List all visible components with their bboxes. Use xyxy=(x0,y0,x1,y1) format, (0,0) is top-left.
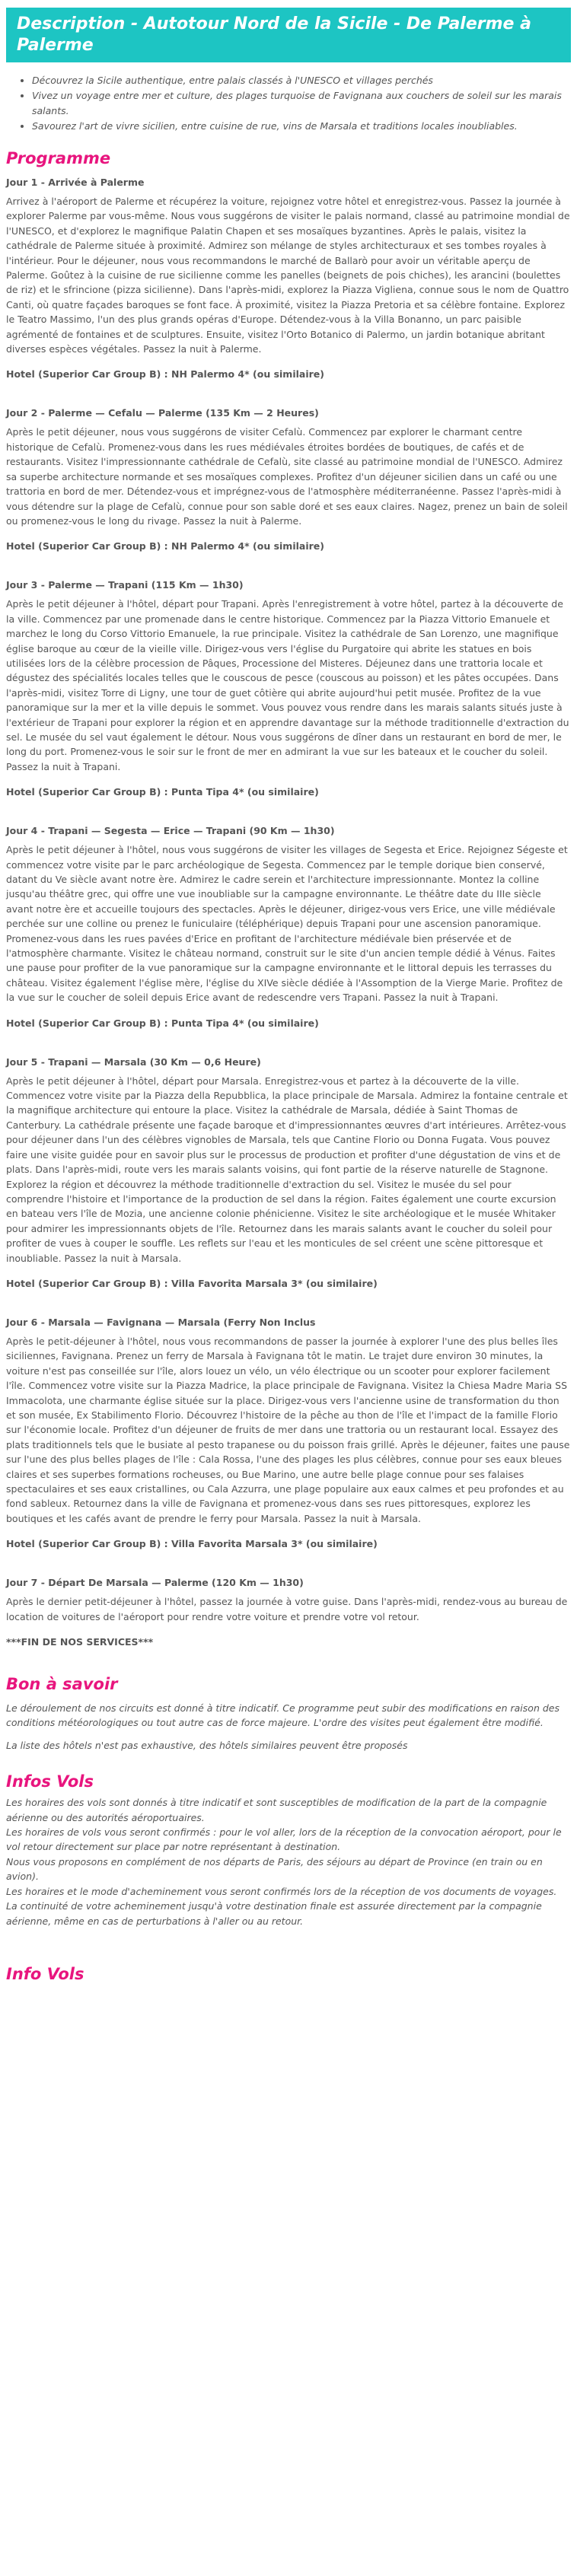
day-block xyxy=(6,407,571,552)
day-hotel: Hotel (Superior Car Group B) : NH Palermo 4* (ou similaire) xyxy=(6,368,324,381)
page-title-banner xyxy=(6,8,571,62)
day-hotel: Hotel (Superior Car Group B) : Punta Tipa 4* (ou similaire) xyxy=(6,1017,319,1029)
day-hotel: Hotel (Superior Car Group B) : Villa Favorita Marsala 3* (ou similaire) xyxy=(6,1538,378,1550)
infos-vols-line: Les horaires de vols vous seront confirmés : pour le vol aller, lors de la réception de la convocation aéroport, pour le vol retour directement sur place par notre représentant à destination. xyxy=(6,1826,562,1853)
day-title: Jour 4 - Trapani — Segesta — Erice — Trapani (90 Km — 1h30) xyxy=(6,825,335,837)
end-of-services: ***FIN DE NOS SERVICES*** xyxy=(6,1636,154,1648)
day-title: Jour 1 - Arrivée à Palerme xyxy=(6,177,145,188)
day-description: Après le dernier petit-déjeuner à l'hôtel, passez la journée à votre guise. Dans l'après-midi, rendez-vous au bureau de location de voitures de l'aéroport pour rendre votre voiture et prendre votre vol retour. xyxy=(6,1596,568,1622)
day-description: Après le petit déjeuner à l'hôtel, départ pour Trapani. Après l'enregistrement à votre hôtel, partez à la découverte de la ville. Commencez par une promenade dans le centre historique. Commencez par la Piazza Vittorio Emanuele et marchez le long du Corso Vittorio Emanuele, la rue principale. Visitez la cathédrale de San Lorenzo, une magnifique église baroque au cœur de la vieille ville. Dirigez-vous vers l'église du Purgatoire qui abrite les statues en bois utilisées lors de la célèbre procession de Pâques, Processione del Misteres. Déjeunez dans une trattoria locale et dégustez des spécialités locales telles que le couscous de pesce (couscous au poisson) et les pâtes occupées. Dans l'après-midi, visitez Torre di Ligny, une tour de guet côtière qui abrite aujourd'hui petit musée. Profitez de la vue panoramique sur la mer et la ville depuis le sommet. Vous pouvez vous rendre dans les marais salants situés juste à l'extérieur de Trapani pour explorer la région et en apprendre davantage sur la méthode traditionnelle d'extraction du sel. Le musée du sel vaut également le détour. Nous vous suggérons de dîner dans un restaurant en bord de mer, le long du port. Promenez-vous le soir sur le front de mer en admirant la vue sur les bateaux et le coucher du soleil. Passez la nuit à Trapani. xyxy=(6,598,569,772)
bon-a-savoir-heading: Bon à savoir xyxy=(6,1675,118,1694)
day-block xyxy=(6,177,571,380)
day-description: Après le petit déjeuner à l'hôtel, départ pour Marsala. Enregistrez-vous et partez à la découverte de la ville. Commencez votre visite par la Piazza della Repubblica, la place principale de Marsala. Admirez la fontaine centrale et la magnifique architecture qui entoure la place. Visitez la cathédrale de Marsala, dédiée à Saint Thomas de Canterbury. La cathédrale présente une façade baroque et d'impressionnantes œuvres d'art intérieures. Arrêtez-vous pour déjeuner dans l'un des célèbres vignobles de Marsala, tels que Cantine Florio ou Donna Fugata. Vous pouvez faire une visite guidée pour en savoir plus sur le processus de production et profiter d'une dégustation de vins et de plats. Dans l'après-midi, route vers les marais salants voisins, qui font partie de la réserve naturelle de Stagnone. Explorez la région et découvrez la méthode traditionnelle d'extraction du sel. Visitez le musée du sel pour comprendre l'histoire et l'importance de la production de sel dans la région. Faites également une courte excursion en bateau vers l'île de Mozia, une ancienne colonie phénicienne. Visitez le site archéologique et le musée Whitaker pour admirer les impressionnants objets de l'île. Retournez dans les marais salants avant le coucher du soleil pour profiter de vues à couper le souffle. Les reflets sur l'eau et les monticules de sel créent une scène pittoresque et inoubliable. Passez la nuit à Marsala. xyxy=(6,1075,568,1264)
day-description: Arrivez à l'aéroport de Palerme et récupérez la voiture, rejoignez votre hôtel et enregistrez-vous. Passez la journée à explorer Palerme par vous-même. Nous vous suggérons de visiter le palais normand, classé au patrimoine mondial de l'UNESCO, et d'explorez le magnifique Palatin Chapen et ses mosaïques byzantines. Après le palais, visitez la cathédrale de Palerme située à proximité. Admirez son mélange de styles architecturaux et ses tombes royales à l'intérieur. Pour le déjeuner, nous vous recommandons le marché de Ballarò pour avoir un véritable aperçu de Palerme. Goûtez à la cuisine de rue sicilienne comme les panelles (beignets de pois chiches), les arancini (boulettes de riz) et le sfrincione (pizza sicilienne). Dans l'après-midi, explorez la Piazza Vigliena, connue sous le nom de Quattro Canti, où quatre façades baroques se font face. À proximité, visitez la Piazza Pretoria et sa célèbre fontaine. Explorez le Teatro Massimo, l'un des plus grands opéras d'Europe. Détendez-vous à la Villa Bonanno, un parc paisible agrémenté de fontaines et de sculptures. Ensuite, visitez l'Orto Botanico di Palermo, un jardin botanique abritant diverses espèces végétales. Passez la nuit à Palerme. xyxy=(6,196,570,355)
bon-a-savoir-paragraph: La liste des hôtels n'est pas exhaustive, des hôtels similaires peuvent être proposés xyxy=(6,1739,408,1751)
day-title: Jour 6 - Marsala — Favignana — Marsala (Ferry Non Inclus xyxy=(6,1316,316,1328)
page-title: Description - Autotour Nord de la Sicile - De Palerme à Palerme xyxy=(17,14,531,55)
highlight-item: • Découvrez la Sicile authentique, entre palais classés à l'UNESCO et villages perchés xyxy=(32,73,571,88)
day-title: Jour 7 - Départ De Marsala — Palerme (120 Km — 1h30) xyxy=(6,1577,304,1589)
day-description: Après le petit-déjeuner à l'hôtel, nous vous recommandons de passer la journée à explorer l'une des plus belles îles siciliennes, Favignana. Prenez un ferry de Marsala à Favignana tôt le matin. Le trajet dure environ 30 minutes, la voiture n'est pas conseillée sur l'île, alors louez un vélo, un vélo électrique ou un scooter pour explorer facilement l'île. Commencez votre visite sur la Piazza Madrice, la place principale de Favignana. Visitez la Chiesa Madre Maria SS Immacolota, une charmante église située sur la place. Dirigez-vous vers l'ancienne usine de transformation du thon et son musée, Ex Stabilimento Florio. Découvrez l'histoire de la pêche au thon de l'île et l'impact de la famille Florio sur l'économie locale. Profitez d'un déjeuner de fruits de mer dans une trattoria ou un restaurant local. Essayez des plats traditionnels tels que le busiate al pesto trapanese ou du poisson frais grillé. Après le déjeuner, faites une pause sur l'une des plus belles plages de l'île : Cala Rossa, l'une des plages les plus célèbres, connue pour ses eaux bleues claires et ses superbes formations rocheuses, ou Bue Marino, une autre belle plage connue pour ses falaises spectaculaires et ses eaux cristallines, ou Cala Azzurra, une plage populaire aux eaux calmes et peu profondes et au fond sableux. Retournez dans la ville de Favignana et promenez-vous dans ses rues pittoresques, explorez les boutiques et les cafés avant de prendre le ferry pour Marsala. Passez la nuit à Marsala. xyxy=(6,1335,570,1524)
highlight-item: • Vivez un voyage entre mer et culture, des plages turquoise de Favignana aux couchers de soleil sur les marais salants. xyxy=(32,88,571,119)
day-block xyxy=(6,1577,571,1648)
infos-vols-line: Les horaires et le mode d'acheminement vous seront confirmés lors de la réception de vos documents de voyages. xyxy=(6,1885,557,1897)
infos-vols-heading: Infos Vols xyxy=(6,1772,94,1791)
day-hotel: Hotel (Superior Car Group B) : NH Palermo 4* (ou similaire) xyxy=(6,540,324,552)
infos-vols-text xyxy=(6,1795,571,1928)
day-title: Jour 5 - Trapani — Marsala (30 Km — 0,6 Heure) xyxy=(6,1056,261,1068)
highlight-item: • Savourez l'art de vivre sicilien, entre cuisine de rue, vins de Marsala et traditions locales inoubliables. xyxy=(32,119,571,134)
day-description: Après le petit déjeuner, nous vous suggérons de visiter Cefalù. Commencez par explorer le charmant centre historique de Cefalù. Promenez-vous dans les rues médiévales étroites bordées de boutiques, de cafés et de restaurants. Visitez l'impressionnante cathédrale de Cefalù, site classé au patrimoine mondial de l'UNESCO. Admirez sa superbe architecture normande et ses mosaïques complexes. Profitez d'un déjeuner sicilien dans un café ou une trattoria en bord de mer. Détendez-vous et imprégnez-vous de l'atmosphère méditerranéenne. Passez l'après-midi à vous détendre sur la plage de Cefalù, connue pour son sable doré et ses eaux claires. Nagez, prenez un bain de soleil ou promenez-vous le long du rivage. Passez la nuit à Palerme. xyxy=(6,426,568,527)
bon-a-savoir-paragraph: Le déroulement de nos circuits est donné à titre indicatif. Ce programme peut subir des modifications en raison des conditions météorologiques ou tout autre cas de force majeure. L'ordre des visites peut également être modifié. xyxy=(6,1702,559,1729)
day-block xyxy=(6,825,571,1028)
day-description: Après le petit déjeuner à l'hôtel, nous vous suggérons de visiter les villages de Segesta et Erice. Rejoignez Ségeste et commencez votre visite par le parc archéologique de Segesta. Commencez par le temple dorique bien conservé, datant du Ve siècle avant notre ère. Admirez le cadre serein et l'architecture impressionnante. Montez la colline jusqu'au théâtre grec, qui offre une vue inoubliable sur la campagne environnante. Le théâtre date du IIIe siècle avant notre ère et accueille toujours des spectacles. Après le déjeuner, dirigez-vous vers Erice, une ville médiévale perchée sur une colline ou prenez le funiculaire (téléphérique) depuis Trapani pour une ascension panoramique. Promenez-vous dans les rues pavées d'Erice en profitant de l'architecture médiévale bien préservée et de l'atmosphère charmante. Visitez le château normand, construit sur le site d'un ancien temple dédié à Vénus. Faites une pause pour profiter de la vue panoramique sur la campagne environnante et le littoral depuis les terrasses du château. Visitez également l'église mère, l'église du XIVe siècle dédiée à l'Assomption de la Vierge Marie. Profitez de la vue sur le coucher de soleil depuis Erice avant de redescendre vers Trapani. Passez la nuit à Trapani. xyxy=(6,844,568,1004)
day-block xyxy=(6,1056,571,1289)
infos-vols-line: La continuité de votre acheminement jusqu'à votre destination finale est assurée directement par la compagnie aérienne, même en cas de perturbations à l'aller ou au retour. xyxy=(6,1900,542,1927)
highlights-list xyxy=(6,73,571,134)
info-vols-heading: Info Vols xyxy=(6,1964,84,1983)
day-title: Jour 3 - Palerme — Trapani (115 Km — 1h30) xyxy=(6,579,244,591)
day-title: Jour 2 - Palerme — Cefalu — Palerme (135 Km — 2 Heures) xyxy=(6,407,319,419)
infos-vols-line: Nous vous proposons en complément de nos départs de Paris, des séjours au départ de Province (en train ou en avion). xyxy=(6,1855,543,1883)
day-block xyxy=(6,1317,571,1549)
programme-days xyxy=(6,177,571,1648)
day-hotel: Hotel (Superior Car Group B) : Villa Favorita Marsala 3* (ou similaire) xyxy=(6,1277,378,1289)
programme-heading: Programme xyxy=(6,149,111,167)
day-block xyxy=(6,579,571,798)
infos-vols-line: Les horaires des vols sont donnés à titre indicatif et sont susceptibles de modification de la part de la compagnie aérienne ou des autorités aéroportuaires. xyxy=(6,1797,547,1823)
day-hotel: Hotel (Superior Car Group B) : Punta Tipa 4* (ou similaire) xyxy=(6,786,319,798)
